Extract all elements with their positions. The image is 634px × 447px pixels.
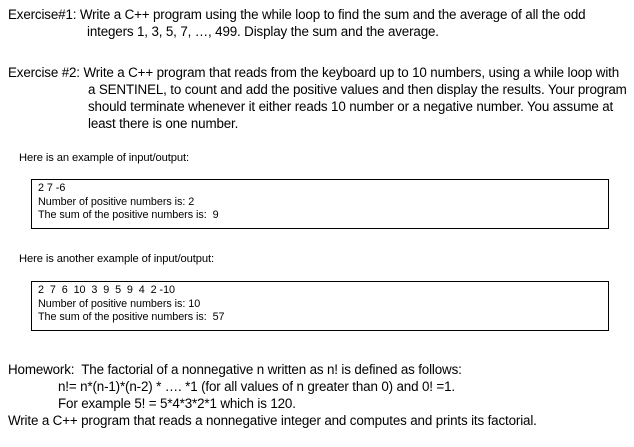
example-1-input-line: 2 7 -6	[38, 182, 66, 194]
homework-definition-line: n!= n*(n-1)*(n-2) * …. *1 (for all values of n greater than 0) and 0! =1.	[58, 379, 455, 394]
homework-title-line: Homework: The factorial of a nonnegative n written as n! is defined as follows:	[8, 362, 462, 377]
example-1-count-line: Number of positive numbers is: 2	[38, 195, 195, 208]
example-2-output-box	[31, 281, 609, 331]
example-2-count-line: Number of positive numbers is: 10	[38, 297, 201, 310]
exercise-2-text: Exercise #2: Write a C++ program that reads from the keyboard up to 10 numbers, using a while loop with a SENTINEL, to count and add the positive values and then display the results. Your program should terminate whenever it either reads 10 number or a negative number. You assume at least there is one number.	[8, 65, 627, 131]
exercise-2	[8, 64, 628, 132]
homework	[8, 361, 628, 429]
homework-task-line: Write a C++ program that reads a nonnegative integer and computes and prints its factorial.	[8, 413, 537, 428]
example-1-sum-line: The sum of the positive numbers is: 9	[38, 209, 219, 222]
example-2-caption: Here is another example of input/output:	[19, 253, 215, 265]
example-1-output-box	[31, 179, 609, 229]
exercise-1	[8, 6, 628, 40]
example-2-input-line: 2 7 6 10 3 9 5 9 4 2 -10	[38, 284, 176, 296]
exercise-1-text: Exercise#1: Write a C++ program using the while loop to find the sum and the average of all the odd integers 1, 3, 5, 7, …, 499. Display the sum and the average.	[8, 7, 586, 39]
example-2-sum-line: The sum of the positive numbers is: 57	[38, 311, 225, 324]
homework-example-line: For example 5! = 5*4*3*2*1 which is 120.	[58, 396, 296, 411]
example-1-caption: Here is an example of input/output:	[19, 152, 190, 164]
